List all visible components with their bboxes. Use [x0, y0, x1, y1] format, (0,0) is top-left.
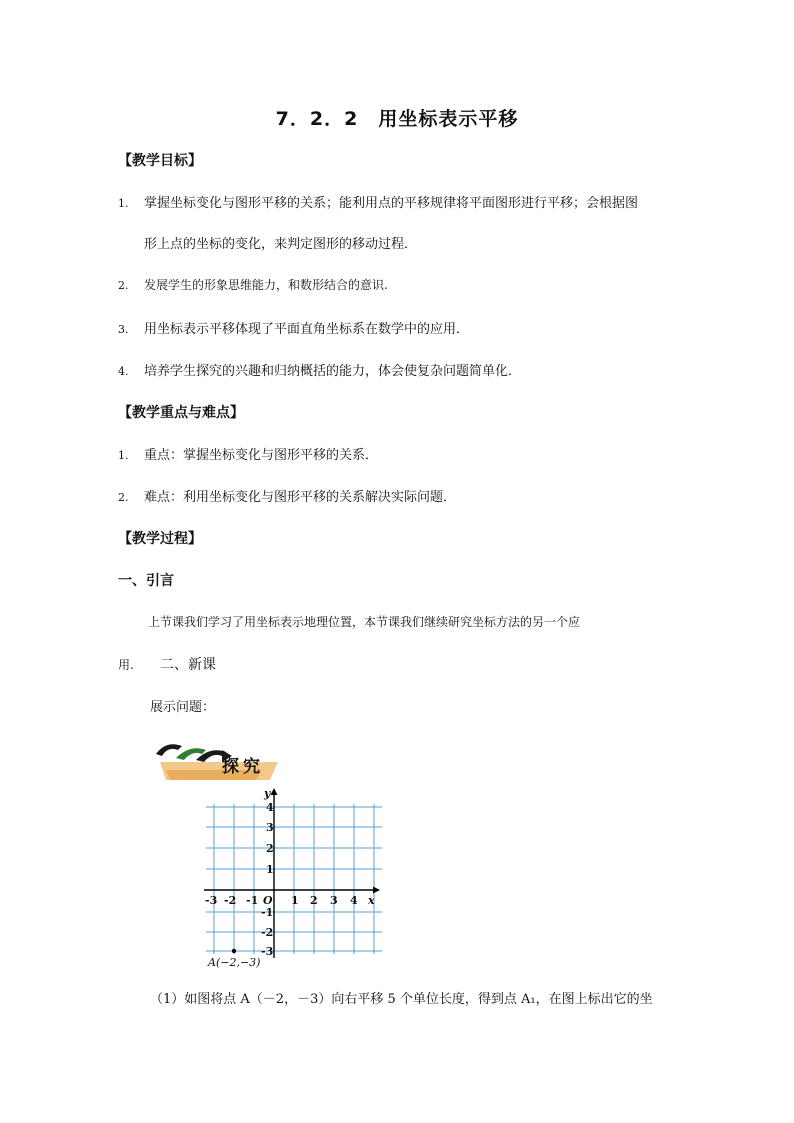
x-axis-arrow-icon: [373, 887, 380, 894]
key-point-2-text: 难点：利用坐标变化与图形平移的关系解决实际问题．: [144, 490, 457, 505]
objective-2: [118, 276, 388, 293]
question-1: （1）如图将点 A（－2，－3）向右平移 5 个单位长度，得到点 A₁，在图上标出它的坐: [150, 992, 653, 1007]
y-tick-label: 2: [266, 842, 274, 855]
objective-1-line1: 掌握坐标变化与图形平移的关系；能利用点的平移规律将平面图形进行平移；会根据图: [144, 196, 639, 211]
objective-1: [118, 192, 638, 211]
key-point-2-number: 2.: [118, 491, 129, 504]
new-lesson-heading: 二、新课: [160, 657, 216, 673]
key-point-1: [118, 444, 378, 463]
x-tick-label: 2: [310, 894, 318, 907]
origin-label: O: [263, 894, 273, 907]
show-problem-label: 展示问题：: [150, 700, 216, 715]
intro-text: 上节课我们学习了用坐标表示地理位置，本节课我们继续研究坐标方法的另一个应: [148, 615, 581, 629]
y-axis-arrow-icon: [271, 788, 278, 795]
coordinate-grid: [200, 782, 390, 972]
key-points-heading: 【教学重点与难点】: [118, 405, 244, 421]
y-tick-label: -3: [261, 945, 274, 958]
y-tick-label: 3: [266, 821, 274, 834]
x-tick-label: -2: [224, 894, 237, 907]
key-point-2: [118, 486, 456, 505]
objective-1-number: 1.: [118, 197, 129, 210]
y-tick-label: -1: [261, 906, 274, 919]
objectives-heading: 【教学目标】: [118, 153, 202, 169]
x-tick-label: -1: [246, 894, 259, 907]
objective-4-text: 培养学生探究的兴趣和归纳概括的能力，体会使复杂问题简单化．: [144, 364, 522, 379]
page-title: 7．2．2 用坐标表示平移: [275, 108, 519, 130]
x-tick-label: 4: [350, 894, 358, 907]
y-axis-label: y: [264, 787, 271, 800]
objective-3-text: 用坐标表示平移体现了平面直角坐标系在数学中的应用．: [144, 322, 470, 337]
objective-1-line2: 形上点的坐标的变化，来判定图形的移动过程．: [144, 237, 418, 252]
explore-badge-label: 探究: [222, 757, 264, 777]
objective-3-number: 3.: [118, 323, 129, 336]
objective-2-text: 发展学生的形象思维能力，和数形结合的意识.: [144, 278, 388, 292]
grid-lines: [206, 804, 382, 954]
y-tick-label: -2: [261, 926, 274, 939]
point-a-label: A(−2,−3): [208, 956, 261, 969]
arrow-icon: [156, 744, 182, 756]
key-point-1-number: 1.: [118, 449, 129, 462]
explore-badge: [152, 736, 282, 784]
x-axis-label: x: [368, 894, 375, 907]
y-tick-label: 1: [266, 863, 274, 876]
point-a: [232, 949, 236, 953]
objective-2-number: 2.: [118, 279, 129, 292]
intro-tail: 用.: [118, 658, 134, 672]
coordinate-figure: [200, 782, 390, 972]
x-tick-label: -3: [205, 894, 218, 907]
key-point-1-text: 重点：掌握坐标变化与图形平移的关系．: [144, 448, 379, 463]
objective-4: [118, 360, 521, 379]
process-heading: 【教学过程】: [118, 531, 202, 547]
x-tick-label: 1: [291, 894, 299, 907]
objective-4-number: 4.: [118, 365, 129, 378]
y-tick-label: 4: [266, 801, 274, 814]
x-tick-label: 3: [330, 894, 338, 907]
objective-3: [118, 318, 469, 337]
intro-heading: 一、引言: [118, 573, 174, 589]
